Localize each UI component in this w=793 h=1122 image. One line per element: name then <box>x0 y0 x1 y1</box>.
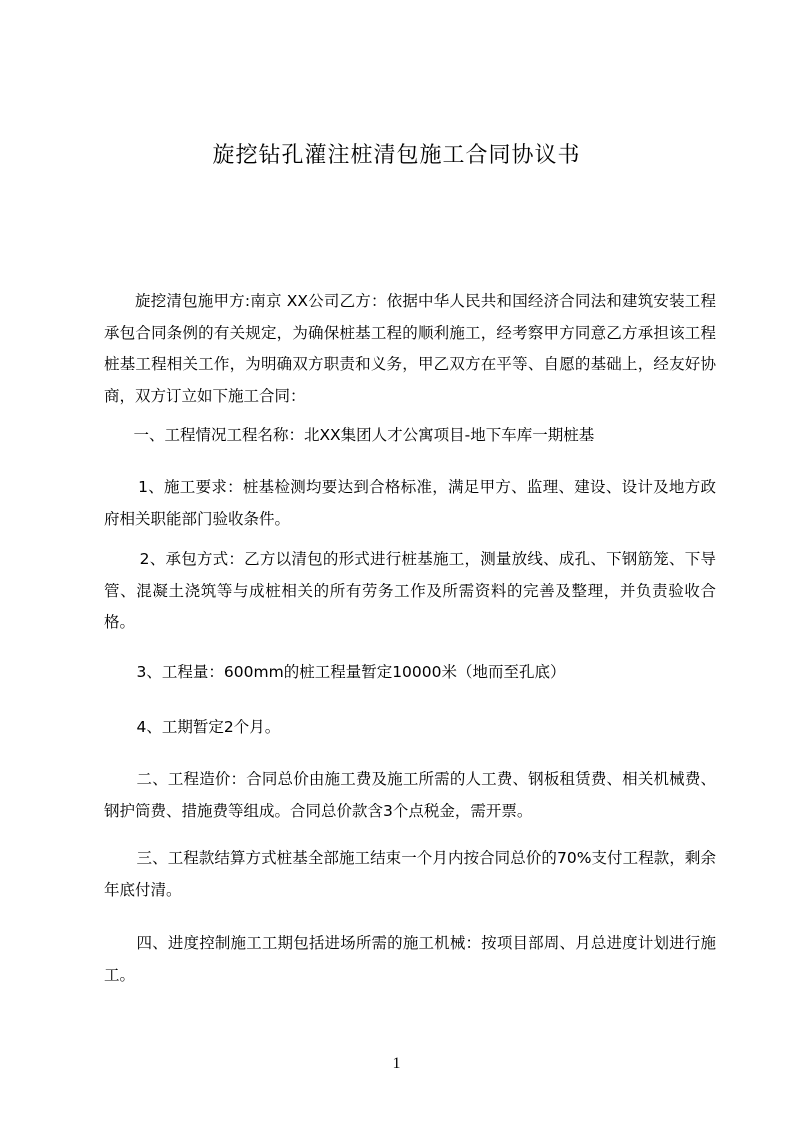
item-4-duration: 4、工期暂定2个月。 <box>136 718 281 736</box>
section-2-cost: 二、工程造价：合同总价由施工费及施工所需的人工费、钢板租赁费、相关机械费、钢护筒费、措施费等组成。合同总价款含3个点税金，需开票。 <box>104 770 716 820</box>
item-3-quantity: 3、工程量：600mm的桩工程量暂定10000米（地而至孔底） <box>136 663 566 681</box>
section-4-schedule: 四、进度控制施工工期包括进场所需的施工机械：按项目部周、月总进度计划进行施工。 <box>104 934 716 984</box>
intro-paragraph: 旋挖清包施甲方:南京 XX公司乙方：依据中华人民共和国经济合同法和建筑安装工程承包合同条例的有关规定，为确保桩基工程的顺利施工，经考察甲方同意乙方承担该工程桩基工程相关工作，为明确双方职责和义务，甲乙双方在平等、自愿的基础上，经友好协商，双方订立如下施工合同： <box>104 292 716 405</box>
page-number: 1 <box>392 1055 401 1072</box>
section-3-payment: 三、工程款结算方式桩基全部施工结束一个月内按合同总价的70%支付工程款，剩余年底付清。 <box>104 849 716 899</box>
item-1-construction-requirements: 1、施工要求：桩基检测均要达到合格标准，满足甲方、监理、建设、设计及地方政府相关职能部门验收条件。 <box>104 478 716 528</box>
item-2-contract-method: 2、承包方式：乙方以清包的形式进行桩基施工，测量放线、成孔、下钢筋笼、下导管、混凝土浇筑等与成桩相关的所有劳务工作及所需资料的完善及整理，并负责验收合格。 <box>104 550 716 631</box>
document-title: 旋挖钻孔灌注桩清包施工合同协议书 <box>212 143 581 168</box>
section-1-project-info: 一、工程情况工程名称：北XX集团人才公寓项目-地下车库一期桩基 <box>133 426 595 444</box>
